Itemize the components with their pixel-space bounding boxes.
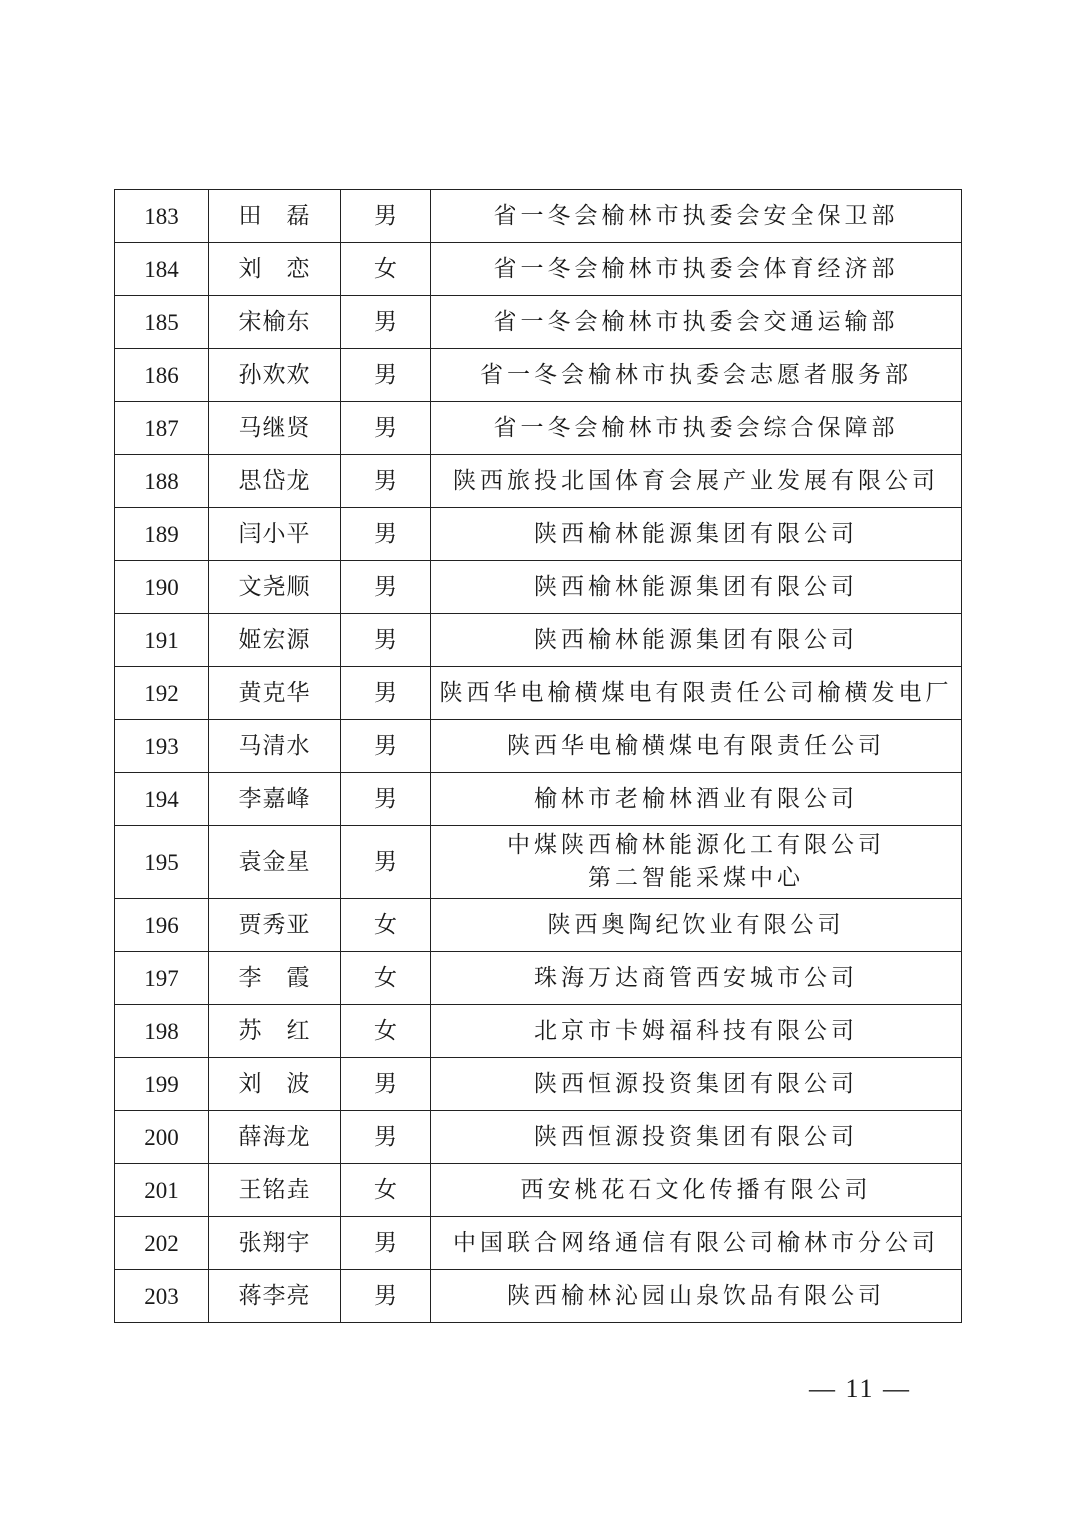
person-name: 李 霞 (209, 952, 341, 1005)
gender: 男 (341, 561, 431, 614)
organization-line: 北京市卡姆福科技有限公司 (534, 1017, 858, 1044)
table-row (115, 614, 962, 667)
organization-line: 陕西华电榆横煤电有限责任公司榆横发电厂 (439, 679, 953, 706)
row-number: 194 (115, 773, 209, 826)
organization (431, 667, 962, 720)
row-number: 202 (115, 1217, 209, 1270)
organization (431, 296, 962, 349)
table-row (115, 296, 962, 349)
organization-line: 中国联合网络通信有限公司榆林市分公司 (453, 1229, 939, 1256)
roster-table-body (115, 190, 962, 1323)
gender: 男 (341, 1058, 431, 1111)
table-row (115, 667, 962, 720)
person-name: 思岱龙 (209, 455, 341, 508)
person-name: 袁金星 (209, 826, 341, 899)
gender: 男 (341, 614, 431, 667)
organization (431, 1164, 962, 1217)
table-row (115, 349, 962, 402)
row-number: 203 (115, 1270, 209, 1323)
person-name: 宋榆东 (209, 296, 341, 349)
table-row (115, 826, 962, 899)
organization-line: 省一冬会榆林市执委会体育经济部 (493, 255, 899, 282)
gender: 男 (341, 720, 431, 773)
person-name: 闫小平 (209, 508, 341, 561)
row-number: 183 (115, 190, 209, 243)
gender: 女 (341, 899, 431, 952)
gender: 男 (341, 190, 431, 243)
organization-line: 中煤陕西榆林能源化工有限公司 (507, 832, 885, 858)
row-number: 200 (115, 1111, 209, 1164)
organization (431, 1270, 962, 1323)
person-name: 马清水 (209, 720, 341, 773)
person-name: 田 磊 (209, 190, 341, 243)
row-number: 190 (115, 561, 209, 614)
organization (431, 243, 962, 296)
row-number: 187 (115, 402, 209, 455)
organization (431, 508, 962, 561)
table-row (115, 402, 962, 455)
organization (431, 720, 962, 773)
organization (431, 1005, 962, 1058)
row-number: 196 (115, 899, 209, 952)
person-name: 黄克华 (209, 667, 341, 720)
table-row (115, 1005, 962, 1058)
organization-line: 省一冬会榆林市执委会志愿者服务部 (480, 361, 912, 388)
organization (431, 349, 962, 402)
table-row (115, 1111, 962, 1164)
page-number: — 11 — (808, 1374, 912, 1403)
organization-line: 陕西华电榆横煤电有限责任公司 (507, 732, 885, 759)
person-name: 马继贤 (209, 402, 341, 455)
organization-line: 陕西榆林能源集团有限公司 (534, 573, 858, 600)
row-number: 199 (115, 1058, 209, 1111)
organization-line: 陕西恒源投资集团有限公司 (534, 1123, 858, 1150)
gender: 男 (341, 296, 431, 349)
organization-line: 西安桃花石文化传播有限公司 (520, 1176, 872, 1203)
organization (431, 190, 962, 243)
row-number: 188 (115, 455, 209, 508)
organization (431, 1111, 962, 1164)
person-name: 文尧顺 (209, 561, 341, 614)
gender: 男 (341, 1270, 431, 1323)
person-name: 蒋李亮 (209, 1270, 341, 1323)
row-number: 185 (115, 296, 209, 349)
person-name: 王铭垚 (209, 1164, 341, 1217)
table-row (115, 508, 962, 561)
table-row (115, 455, 962, 508)
table-row (115, 1058, 962, 1111)
organization (431, 402, 962, 455)
organization-line: 省一冬会榆林市执委会交通运输部 (493, 308, 899, 335)
table-row (115, 1270, 962, 1323)
person-name: 李嘉峰 (209, 773, 341, 826)
gender: 男 (341, 455, 431, 508)
row-number: 198 (115, 1005, 209, 1058)
table-row (115, 561, 962, 614)
gender: 男 (341, 349, 431, 402)
gender: 男 (341, 1111, 431, 1164)
table-row (115, 1164, 962, 1217)
organization (431, 826, 962, 899)
gender: 男 (341, 826, 431, 899)
organization (431, 899, 962, 952)
organization-line: 珠海万达商管西安城市公司 (534, 964, 858, 991)
table-row (115, 899, 962, 952)
person-name: 姬宏源 (209, 614, 341, 667)
gender: 男 (341, 773, 431, 826)
table-row (115, 720, 962, 773)
organization (431, 1058, 962, 1111)
organization-line: 陕西旅投北国体育会展产业发展有限公司 (453, 467, 939, 494)
person-name: 刘 波 (209, 1058, 341, 1111)
gender: 女 (341, 1164, 431, 1217)
gender: 男 (341, 667, 431, 720)
person-name: 薛海龙 (209, 1111, 341, 1164)
organization-line: 陕西榆林能源集团有限公司 (534, 626, 858, 653)
gender: 女 (341, 243, 431, 296)
row-number: 197 (115, 952, 209, 1005)
table-row (115, 952, 962, 1005)
roster-table (114, 189, 962, 1323)
organization-line: 榆林市老榆林酒业有限公司 (534, 785, 858, 812)
organization-line: 陕西榆林沁园山泉饮品有限公司 (507, 1282, 885, 1309)
organization (431, 561, 962, 614)
table-row (115, 190, 962, 243)
table-row (115, 773, 962, 826)
organization-line: 陕西榆林能源集团有限公司 (534, 520, 858, 547)
table-row (115, 1217, 962, 1270)
organization-line: 省一冬会榆林市执委会安全保卫部 (493, 202, 899, 229)
organization (431, 952, 962, 1005)
organization (431, 1217, 962, 1270)
organization-line: 陕西奥陶纪饮业有限公司 (547, 911, 845, 938)
row-number: 201 (115, 1164, 209, 1217)
person-name: 孙欢欢 (209, 349, 341, 402)
row-number: 189 (115, 508, 209, 561)
row-number: 191 (115, 614, 209, 667)
organization (431, 614, 962, 667)
gender: 男 (341, 508, 431, 561)
organization (431, 455, 962, 508)
organization-line: 陕西恒源投资集团有限公司 (534, 1070, 858, 1097)
row-number: 186 (115, 349, 209, 402)
row-number: 193 (115, 720, 209, 773)
table-row (115, 243, 962, 296)
organization-line: 省一冬会榆林市执委会综合保障部 (493, 414, 899, 441)
person-name: 刘 恋 (209, 243, 341, 296)
row-number: 195 (115, 826, 209, 899)
person-name: 张翔宇 (209, 1217, 341, 1270)
gender: 女 (341, 1005, 431, 1058)
gender: 男 (341, 1217, 431, 1270)
person-name: 贾秀亚 (209, 899, 341, 952)
gender: 女 (341, 952, 431, 1005)
organization-line: 第二智能采煤中心 (588, 865, 804, 891)
person-name: 苏 红 (209, 1005, 341, 1058)
row-number: 192 (115, 667, 209, 720)
organization (431, 773, 962, 826)
row-number: 184 (115, 243, 209, 296)
gender: 男 (341, 402, 431, 455)
